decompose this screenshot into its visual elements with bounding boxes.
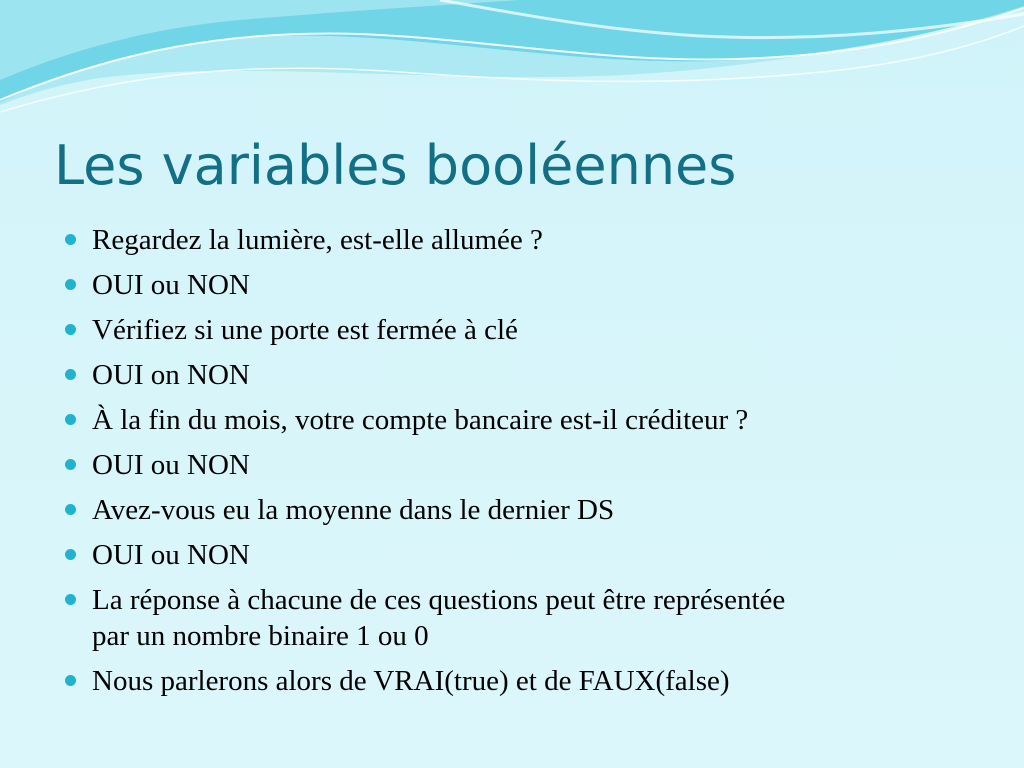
list-item — [62, 402, 982, 438]
bullet-dot-icon — [65, 369, 76, 380]
list-item — [62, 582, 982, 654]
list-item — [62, 663, 982, 699]
bullet-dot-icon — [65, 594, 76, 605]
list-item-text: OUI on NON — [92, 359, 250, 391]
list-item-text: Nous parlerons alors de VRAI(true) et de FAUX(false) — [92, 665, 730, 697]
list-item — [62, 312, 982, 348]
list-item-text: Vérifiez si une porte est fermée à clé — [92, 314, 518, 346]
bullet-dot-icon — [65, 324, 76, 335]
bullet-dot-icon — [65, 675, 76, 686]
slide-title: Les variables booléennes — [54, 134, 737, 197]
list-item — [62, 267, 982, 303]
list-item-text: OUI ou NON — [92, 449, 250, 481]
list-item — [62, 492, 982, 528]
list-item-text: La réponse à chacune de ces questions peut être représentée par un nombre binaire 1 ou 0 — [92, 584, 786, 652]
bullet-dot-icon — [65, 549, 76, 560]
bullet-dot-icon — [65, 234, 76, 245]
list-item-text: Regardez la lumière, est-elle allumée ? — [92, 224, 543, 256]
list-item-text: À la fin du mois, votre compte bancaire est-il créditeur ? — [92, 404, 749, 436]
bullet-dot-icon — [65, 414, 76, 425]
bullet-dot-icon — [65, 279, 76, 290]
list-item — [62, 222, 982, 258]
list-item — [62, 447, 982, 483]
list-item-text: OUI ou NON — [92, 539, 250, 571]
list-item — [62, 357, 982, 393]
list-item — [62, 537, 982, 573]
bullet-list — [62, 222, 982, 708]
bullet-dot-icon — [65, 459, 76, 470]
bullet-dot-icon — [65, 504, 76, 515]
list-item-text: OUI ou NON — [92, 269, 250, 301]
decorative-wave-banner — [0, 0, 1024, 130]
list-item-text: Avez-vous eu la moyenne dans le dernier DS — [92, 494, 615, 526]
